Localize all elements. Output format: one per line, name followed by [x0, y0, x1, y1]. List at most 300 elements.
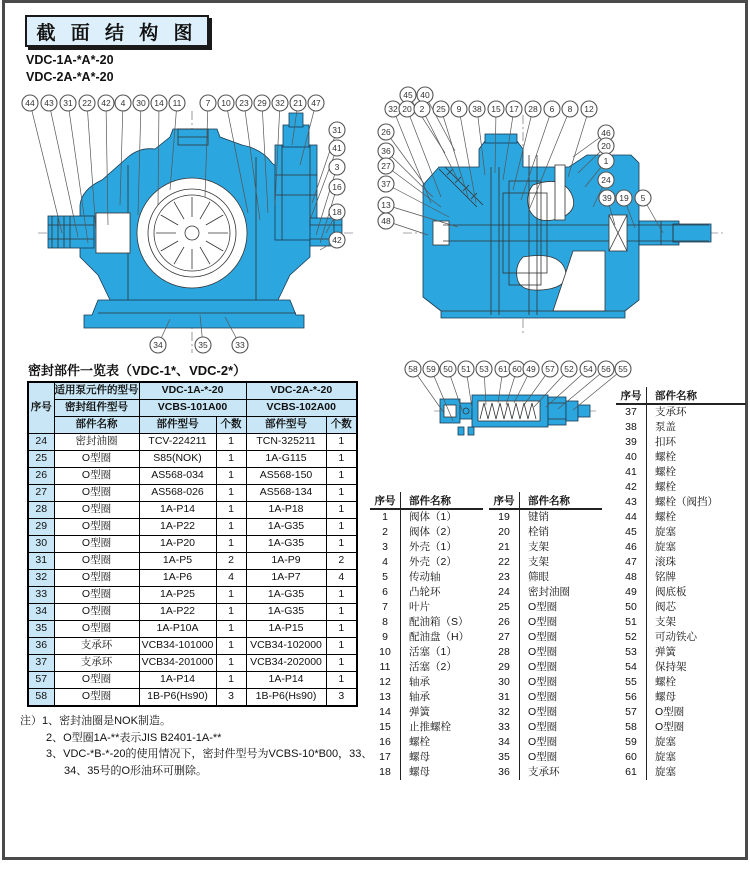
table-cell: O型圈 [54, 587, 139, 604]
table-cell: O型圈 [528, 631, 558, 643]
callout-number: 39 [602, 193, 612, 203]
table-row [616, 630, 746, 645]
table-cell: 4 [216, 570, 246, 587]
callout-number: 32 [275, 98, 285, 108]
table-row [370, 600, 483, 615]
callout-number: 16 [332, 182, 342, 192]
table-cell: O型圈 [528, 661, 558, 673]
table-cell: 30 [489, 675, 520, 690]
table-cell: 旋塞 [655, 736, 676, 748]
callout-number: 59 [426, 364, 436, 374]
table-cell: 1A-P10A [139, 621, 216, 638]
table-row [616, 555, 746, 570]
table-cell: 1A-P20 [139, 536, 216, 553]
table-cell: 33 [28, 587, 54, 604]
callout-number: 47 [311, 98, 321, 108]
table-cell: 58 [616, 720, 647, 735]
table-cell: AS568-150 [246, 468, 326, 485]
table-cell: 1 [216, 519, 246, 536]
table-cell: 螺栓 [655, 451, 676, 463]
table-row [616, 404, 746, 420]
table-cell: O型圈 [54, 536, 139, 553]
table-cell: 7 [370, 600, 401, 615]
callout-number: 60 [512, 364, 522, 374]
table-cell: 螺栓 [655, 511, 676, 523]
table-cell: 13 [370, 690, 401, 705]
table-cell: 螺母 [409, 751, 430, 763]
table-cell: 旋塞 [655, 766, 676, 778]
callout-number: 7 [205, 98, 211, 108]
callout-number: 8 [567, 104, 573, 114]
table-cell: 25 [28, 451, 54, 468]
callout-number: 5 [640, 193, 646, 203]
table-cell: 密封油圈 [528, 586, 570, 598]
table-cell: 弹簧 [409, 706, 430, 718]
callout-number: 32 [388, 104, 398, 114]
table-cell: 39 [616, 435, 647, 450]
left-pump-diagram [20, 85, 365, 365]
table-cell: 弹簧 [655, 646, 676, 658]
table-cell: 57 [28, 672, 54, 689]
table-row [616, 615, 746, 630]
callout-number: 3 [334, 162, 340, 172]
table-row [489, 585, 602, 600]
table-cell: 1 [216, 434, 246, 451]
table-cell: 螺母 [655, 691, 676, 703]
callout-number: 19 [619, 193, 629, 203]
table-row [28, 434, 357, 451]
header-pump-model-label: 适用泵元件的型号 [54, 382, 139, 400]
table-cell: 扣环 [655, 436, 676, 448]
table-cell: 54 [616, 660, 647, 675]
table-cell: 10 [370, 645, 401, 660]
callout-number: 51 [461, 364, 471, 374]
table-cell: 活塞（1） [409, 646, 457, 658]
table-cell: 1 [326, 485, 357, 502]
table-cell: 1 [370, 509, 401, 525]
table-cell: AS568-034 [139, 468, 216, 485]
table-row [489, 509, 602, 525]
parts-list-3 [616, 387, 746, 780]
table-cell: 26 [28, 468, 54, 485]
table-cell: 29 [489, 660, 520, 675]
callout-number: 42 [101, 98, 111, 108]
table-cell: 1A-P22 [139, 604, 216, 621]
table-row [616, 675, 746, 690]
table-cell: 1 [326, 638, 357, 655]
table-cell: AS568-134 [246, 485, 326, 502]
callout-number: 25 [436, 104, 446, 114]
table-cell: 37 [28, 655, 54, 672]
table-cell: 1 [216, 655, 246, 672]
table-cell: 25 [489, 600, 520, 615]
table-cell: 1A-P14 [246, 672, 326, 689]
callout-number: 14 [154, 98, 164, 108]
section-title-box [25, 15, 209, 47]
table-cell: O型圈 [54, 468, 139, 485]
table-cell: 1B-P6(Hs90) [139, 689, 216, 707]
table-cell: 44 [616, 510, 647, 525]
table-cell: 1 [326, 587, 357, 604]
callout-number: 12 [584, 104, 594, 114]
table-cell: 47 [616, 555, 647, 570]
leader-line [30, 103, 62, 233]
callout-number: 34 [153, 340, 163, 350]
callout-number: 38 [472, 104, 482, 114]
table-cell: 36 [489, 765, 520, 780]
callout-number: 10 [221, 98, 231, 108]
table-cell: O型圈 [528, 601, 558, 613]
table-cell: 阀体（2） [409, 526, 457, 538]
parts-col-name: 部件名称 [647, 387, 747, 404]
table-cell: TCV-224211 [139, 434, 216, 451]
callout-number: 31 [63, 98, 73, 108]
parts-col-index: 序号 [489, 492, 520, 509]
table-row [489, 630, 602, 645]
right-pump-diagram [373, 85, 745, 345]
table-row [28, 638, 357, 655]
table-cell: 28 [489, 645, 520, 660]
table-row [489, 750, 602, 765]
table-cell: 8 [370, 615, 401, 630]
callout-number: 54 [583, 364, 593, 374]
table-row [370, 645, 483, 660]
callout-number: 4 [120, 98, 126, 108]
table-cell: 3 [370, 540, 401, 555]
callout-number: 26 [381, 127, 391, 137]
table-cell: 螺栓 [409, 736, 430, 748]
table-row [370, 525, 483, 540]
table-cell: 螺栓 [655, 676, 676, 688]
table-cell: 旋塞 [655, 541, 676, 553]
table-row [370, 585, 483, 600]
table-row [616, 645, 746, 660]
table-cell: 1 [326, 468, 357, 485]
table-cell: 49 [616, 585, 647, 600]
table-cell: 螺栓（阀挡） [655, 496, 718, 508]
callout-number: 27 [381, 161, 391, 171]
table-row [616, 525, 746, 540]
table-row [28, 570, 357, 587]
table-cell: 5 [370, 570, 401, 585]
shaft-hub [48, 216, 94, 248]
table-cell: 40 [616, 450, 647, 465]
callout-number: 30 [136, 98, 146, 108]
table-cell: 1A-P25 [139, 587, 216, 604]
callout-number: 23 [239, 98, 249, 108]
callout-number: 52 [564, 364, 574, 374]
parts-col-name: 部件名称 [401, 492, 484, 509]
callout-number: 17 [509, 104, 519, 114]
table-cell: 29 [28, 519, 54, 536]
table-cell: 59 [616, 735, 647, 750]
seal-parts-table [27, 381, 358, 707]
table-cell: 轴承 [409, 676, 430, 688]
table-cell: 9 [370, 630, 401, 645]
table-cell: 螺母 [409, 766, 430, 778]
table-row [28, 672, 357, 689]
callout-number: 48 [381, 216, 391, 226]
table-cell: 15 [370, 720, 401, 735]
table-cell: VCB34-102000 [246, 638, 326, 655]
table-cell: 2 [326, 553, 357, 570]
table-cell: 支承环 [54, 638, 139, 655]
table-cell: 1B-P6(Hs90) [246, 689, 326, 707]
model-number-1: VDC-1A-*A*-20 [26, 53, 114, 67]
table-cell: 1 [216, 502, 246, 519]
table-row [370, 555, 483, 570]
table-row [616, 750, 746, 765]
table-cell: 61 [616, 765, 647, 780]
table-row [28, 689, 357, 707]
table-cell: 24 [28, 434, 54, 451]
table-cell: 20 [489, 525, 520, 540]
parts-list-2 [489, 492, 602, 780]
table-row [616, 480, 746, 495]
table-row [370, 540, 483, 555]
table-cell: 12 [370, 675, 401, 690]
table-cell: O型圈 [54, 553, 139, 570]
callout-number: 22 [82, 98, 92, 108]
table-cell: 60 [616, 750, 647, 765]
table-row [370, 690, 483, 705]
table-cell: 泵盖 [655, 421, 676, 433]
table-cell: 18 [370, 765, 401, 780]
table-row [28, 502, 357, 519]
table-cell: S85(NOK) [139, 451, 216, 468]
table-cell: 外壳（2） [409, 556, 457, 568]
callout-number: 2 [419, 104, 425, 114]
table-row [616, 705, 746, 720]
table-cell: 叶片 [409, 601, 430, 613]
table-row [28, 621, 357, 638]
table-row [489, 675, 602, 690]
table-cell: 57 [616, 705, 647, 720]
table-row [616, 735, 746, 750]
table-cell: O型圈 [528, 751, 558, 763]
table-cell: 配油盘（H） [409, 631, 470, 643]
table-cell: 1 [216, 621, 246, 638]
callout-number: 46 [601, 128, 611, 138]
table-cell: 1 [216, 587, 246, 604]
table-cell: 1 [326, 655, 357, 672]
callout-number: 13 [381, 200, 391, 210]
callout-number: 44 [25, 98, 35, 108]
table-row [616, 510, 746, 525]
table-row [616, 690, 746, 705]
callout-number: 58 [408, 364, 418, 374]
table-row [616, 765, 746, 780]
table-cell: 55 [616, 675, 647, 690]
table-cell: 1 [326, 502, 357, 519]
callout-number: 15 [491, 104, 501, 114]
callout-number: 35 [198, 340, 208, 350]
table-cell: 1A-G115 [246, 451, 326, 468]
header-model-1: VDC-1A-*-20 [139, 382, 246, 400]
table-cell: O型圈 [54, 621, 139, 638]
header-model-2: VDC-2A-*-20 [246, 382, 357, 400]
table-cell: O型圈 [528, 616, 558, 628]
table-cell: 27 [28, 485, 54, 502]
callout-number: 31 [332, 125, 342, 135]
table-cell: 3 [216, 689, 246, 707]
table-cell: O型圈 [528, 676, 558, 688]
table-cell: 旋塞 [655, 751, 676, 763]
model-numbers [26, 52, 114, 86]
header-kit-label: 密封组件型号 [54, 400, 139, 417]
table-cell: 旋塞 [655, 526, 676, 538]
callout-number: 33 [235, 340, 245, 350]
callout-number: 40 [420, 90, 430, 100]
table-row [616, 465, 746, 480]
table-row [489, 690, 602, 705]
table-row [616, 420, 746, 435]
table-cell: 键销 [528, 511, 549, 523]
table-cell: 1 [216, 468, 246, 485]
table-cell: O型圈 [528, 691, 558, 703]
table-cell: 1 [216, 672, 246, 689]
table-cell: 21 [489, 540, 520, 555]
table-cell: 栓销 [528, 526, 549, 538]
table-cell: 1 [326, 519, 357, 536]
pump-base [84, 300, 304, 328]
table-cell: 32 [489, 705, 520, 720]
table-cell: O型圈 [54, 604, 139, 621]
table-row [370, 735, 483, 750]
table-row [616, 570, 746, 585]
table-cell: O型圈 [528, 706, 558, 718]
table-cell: 38 [616, 420, 647, 435]
table-cell: 阀体（1） [409, 511, 457, 523]
callout-number: 50 [443, 364, 453, 374]
table-row [370, 660, 483, 675]
table-cell: VCB34-201000 [139, 655, 216, 672]
callout-number: 43 [44, 98, 54, 108]
table-cell: 1 [216, 485, 246, 502]
table-cell: 螺栓 [655, 466, 676, 478]
model-number-2: VDC-2A-*A*-20 [26, 70, 114, 84]
table-row [489, 615, 602, 630]
table-cell: 3 [326, 689, 357, 707]
callout-number: 56 [601, 364, 611, 374]
callout-number: 6 [549, 104, 555, 114]
table-cell: 6 [370, 585, 401, 600]
table-cell: 19 [489, 509, 520, 525]
table-row [28, 519, 357, 536]
table-cell: 24 [489, 585, 520, 600]
table-cell: VCB34-202000 [246, 655, 326, 672]
callout-number: 11 [172, 98, 182, 108]
seal-table-title: 密封部件一览表（VDC-1*、VDC-2*） [28, 363, 247, 378]
table-cell: 33 [489, 720, 520, 735]
table-cell: 1 [326, 451, 357, 468]
table-cell: 56 [616, 690, 647, 705]
table-cell: 1 [326, 536, 357, 553]
table-cell: O型圈 [54, 451, 139, 468]
table-cell: O型圈 [54, 485, 139, 502]
table-cell: 1A-P15 [246, 621, 326, 638]
table-row [28, 655, 357, 672]
header-part-no-1: 部件型号 [139, 417, 216, 434]
table-cell: 22 [489, 555, 520, 570]
table-cell: 1 [216, 536, 246, 553]
table-cell: 阀芯 [655, 601, 676, 613]
table-row [616, 435, 746, 450]
table-row [370, 615, 483, 630]
table-cell: VCB34-101000 [139, 638, 216, 655]
table-cell: 37 [616, 404, 647, 420]
table-cell: 1A-P18 [246, 502, 326, 519]
parts-col-index: 序号 [616, 387, 647, 404]
table-cell: 2 [216, 553, 246, 570]
table-cell: 4 [326, 570, 357, 587]
table-cell: 1A-P14 [139, 502, 216, 519]
table-cell: O型圈 [528, 646, 558, 658]
table-cell: 螺栓 [655, 481, 676, 493]
parts-col-index: 序号 [370, 492, 401, 509]
table-row [370, 750, 483, 765]
table-cell: 41 [616, 465, 647, 480]
table-cell: 凸轮环 [409, 586, 441, 598]
callout-number: 20 [601, 141, 611, 151]
note-line: 2、O型圈1A-**表示JIS B2401-1A-** [46, 731, 222, 744]
table-cell: 50 [616, 600, 647, 615]
table-cell: O型圈 [54, 689, 139, 707]
table-row [616, 600, 746, 615]
table-cell: 1 [326, 621, 357, 638]
table-row [370, 509, 483, 525]
table-cell: 1 [216, 638, 246, 655]
table-cell: 支架 [528, 556, 549, 568]
table-cell: 配油箱（S） [409, 616, 469, 628]
table-cell: 轴承 [409, 691, 430, 703]
table-cell: O型圈 [54, 570, 139, 587]
table-row [28, 485, 357, 502]
table-cell: 4 [370, 555, 401, 570]
table-cell: 11 [370, 660, 401, 675]
callout-number: 37 [381, 179, 391, 189]
callout-number: 1 [603, 156, 609, 166]
table-cell: 筛眼 [528, 571, 549, 583]
table-row [28, 587, 357, 604]
table-cell: 27 [489, 630, 520, 645]
table-row [489, 570, 602, 585]
header-kit-2: VCBS-102A00 [246, 400, 357, 417]
table-cell: 支承环 [655, 406, 687, 418]
table-row [489, 660, 602, 675]
note-line: 注）1、密封油圈是NOK制造。 [20, 715, 171, 727]
table-row [489, 525, 602, 540]
table-row [489, 705, 602, 720]
table-cell: 密封油圈 [54, 434, 139, 451]
callout-number: 45 [403, 90, 413, 100]
table-cell: 1A-P22 [139, 519, 216, 536]
callout-number: 29 [257, 98, 267, 108]
table-cell: 滚珠 [655, 556, 676, 568]
table-cell: 58 [28, 689, 54, 707]
table-cell: 28 [28, 502, 54, 519]
parts-list-1 [370, 492, 483, 780]
table-cell: 支承环 [528, 766, 560, 778]
header-qty-1: 个数 [216, 417, 246, 434]
table-cell: O型圈 [54, 502, 139, 519]
table-cell: O型圈 [528, 736, 558, 748]
table-row [616, 720, 746, 735]
table-cell: 1A-P6 [139, 570, 216, 587]
table-cell: 53 [616, 645, 647, 660]
parts-col-name: 部件名称 [520, 492, 603, 509]
table-row [489, 720, 602, 735]
